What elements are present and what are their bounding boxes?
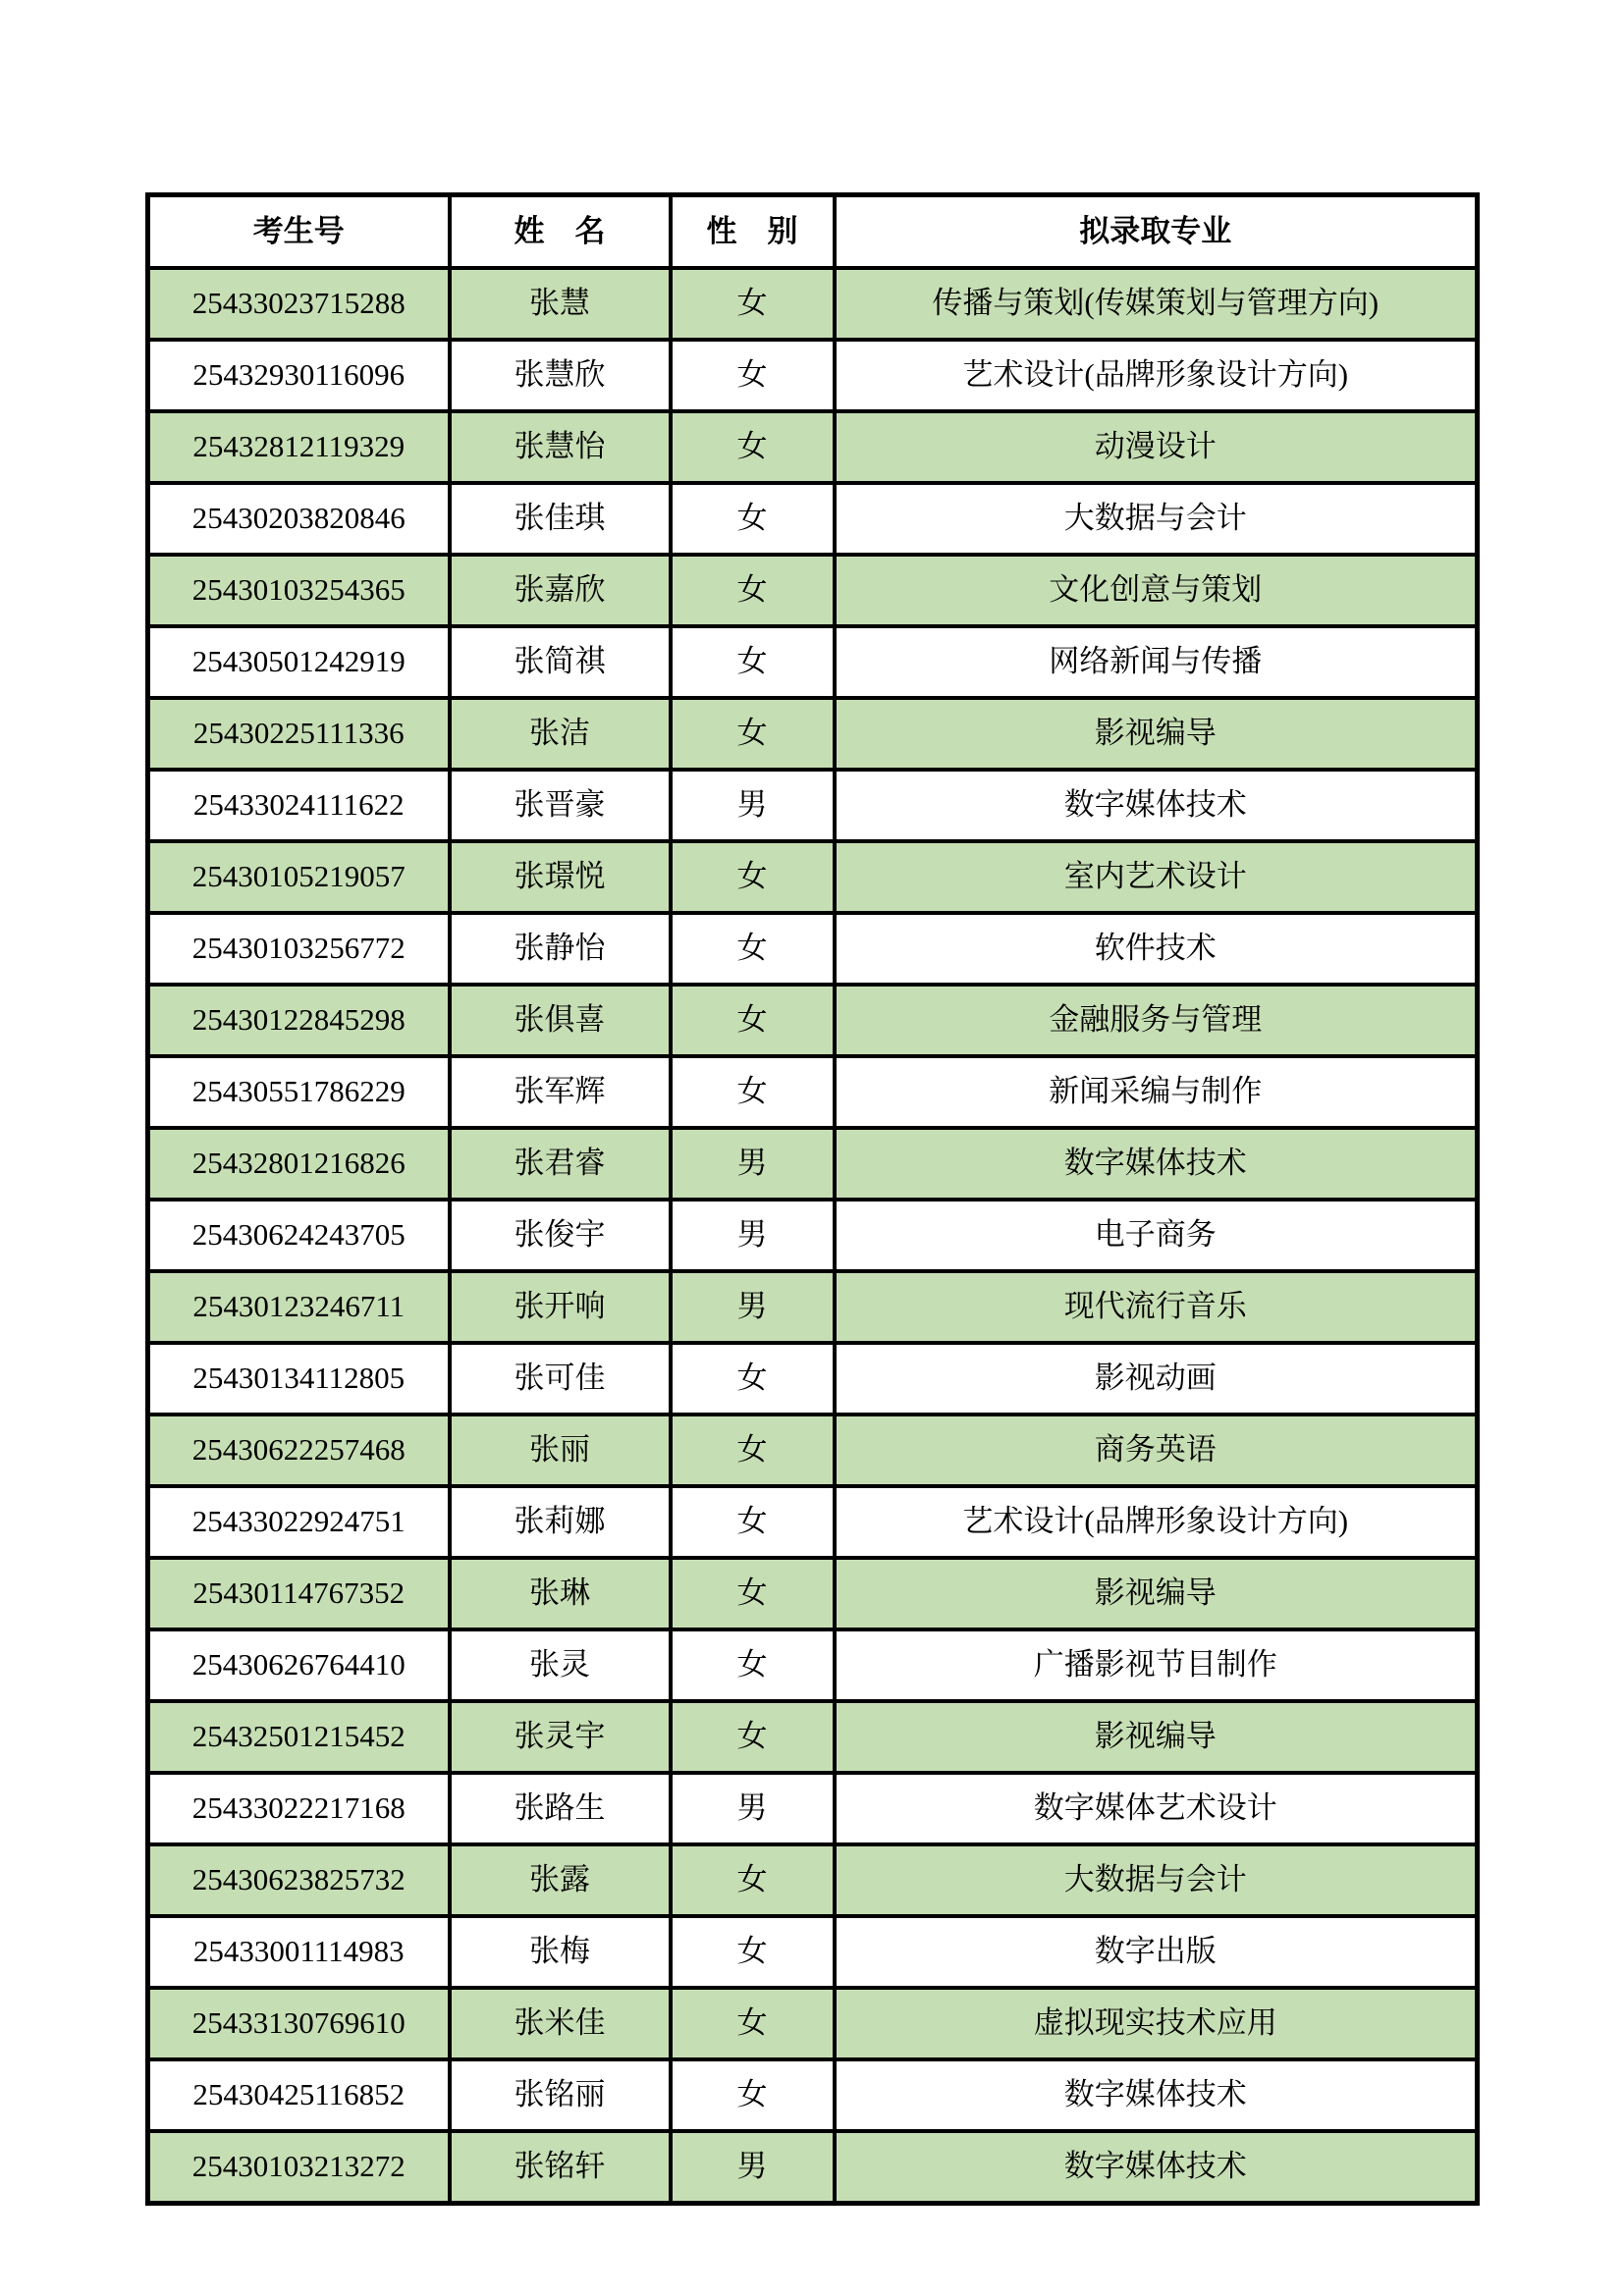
cell-exam-id: 25430624243705	[148, 1200, 450, 1271]
table-row	[148, 1343, 1478, 1415]
cell-exam-id: 25430123246711	[148, 1271, 450, 1343]
table-row	[148, 1128, 1478, 1200]
table-row	[148, 1773, 1478, 1844]
cell-name: 张璟悦	[450, 841, 671, 913]
cell-gender: 男	[671, 1128, 835, 1200]
cell-name: 张慧欣	[450, 340, 671, 411]
cell-major: 影视编导	[835, 1701, 1478, 1773]
cell-exam-id: 25430103256772	[148, 913, 450, 985]
table-row	[148, 698, 1478, 770]
cell-major: 艺术设计(品牌形象设计方向)	[835, 340, 1478, 411]
cell-major: 数字媒体技术	[835, 2059, 1478, 2131]
cell-name: 张静怡	[450, 913, 671, 985]
cell-major: 数字媒体技术	[835, 1128, 1478, 1200]
cell-exam-id: 25433023715288	[148, 268, 450, 340]
table-row	[148, 1701, 1478, 1773]
cell-exam-id: 25432801216826	[148, 1128, 450, 1200]
cell-exam-id: 25433024111622	[148, 770, 450, 841]
cell-gender: 女	[671, 555, 835, 626]
cell-exam-id: 25433130769610	[148, 1988, 450, 2059]
cell-major: 影视编导	[835, 1558, 1478, 1629]
cell-name: 张晋豪	[450, 770, 671, 841]
cell-name: 张丽	[450, 1415, 671, 1486]
cell-name: 张琳	[450, 1558, 671, 1629]
header-row	[148, 195, 1478, 269]
cell-name: 张军辉	[450, 1056, 671, 1128]
table-row	[148, 1486, 1478, 1558]
cell-major: 室内艺术设计	[835, 841, 1478, 913]
cell-gender: 女	[671, 1486, 835, 1558]
cell-name: 张俱喜	[450, 985, 671, 1056]
cell-name: 张洁	[450, 698, 671, 770]
table-row	[148, 1844, 1478, 1916]
cell-exam-id: 25430203820846	[148, 483, 450, 555]
cell-exam-id: 25430626764410	[148, 1629, 450, 1701]
cell-name: 张铭丽	[450, 2059, 671, 2131]
cell-name: 张俊宇	[450, 1200, 671, 1271]
cell-name: 张慧怡	[450, 411, 671, 483]
cell-exam-id: 25430122845298	[148, 985, 450, 1056]
cell-gender: 女	[671, 411, 835, 483]
cell-exam-id: 25433022217168	[148, 1773, 450, 1844]
cell-gender: 女	[671, 1844, 835, 1916]
cell-major: 数字媒体艺术设计	[835, 1773, 1478, 1844]
admission-table-body	[148, 268, 1478, 2204]
table-row	[148, 555, 1478, 626]
cell-name: 张灵	[450, 1629, 671, 1701]
cell-major: 广播影视节目制作	[835, 1629, 1478, 1701]
cell-exam-id: 25430103213272	[148, 2131, 450, 2204]
cell-exam-id: 25430103254365	[148, 555, 450, 626]
table-row	[148, 268, 1478, 340]
cell-name: 张铭轩	[450, 2131, 671, 2204]
cell-gender: 女	[671, 985, 835, 1056]
cell-gender: 女	[671, 2059, 835, 2131]
cell-exam-id: 25430425116852	[148, 2059, 450, 2131]
column-header-gender: 性 别	[671, 195, 835, 269]
table-row	[148, 913, 1478, 985]
table-row	[148, 340, 1478, 411]
cell-major: 大数据与会计	[835, 1844, 1478, 1916]
cell-major: 现代流行音乐	[835, 1271, 1478, 1343]
cell-exam-id: 25432501215452	[148, 1701, 450, 1773]
cell-major: 文化创意与策划	[835, 555, 1478, 626]
cell-exam-id: 25432930116096	[148, 340, 450, 411]
cell-exam-id: 25430622257468	[148, 1415, 450, 1486]
table-row	[148, 483, 1478, 555]
cell-exam-id: 25430623825732	[148, 1844, 450, 1916]
cell-gender: 女	[671, 626, 835, 698]
cell-exam-id: 25430105219057	[148, 841, 450, 913]
cell-name: 张佳琪	[450, 483, 671, 555]
cell-major: 金融服务与管理	[835, 985, 1478, 1056]
cell-gender: 女	[671, 340, 835, 411]
cell-gender: 男	[671, 1271, 835, 1343]
cell-name: 张嘉欣	[450, 555, 671, 626]
table-row	[148, 770, 1478, 841]
cell-major: 艺术设计(品牌形象设计方向)	[835, 1486, 1478, 1558]
column-header-major: 拟录取专业	[835, 195, 1478, 269]
cell-gender: 女	[671, 1415, 835, 1486]
cell-name: 张可佳	[450, 1343, 671, 1415]
cell-major: 影视编导	[835, 698, 1478, 770]
column-header-exam-id: 考生号	[148, 195, 450, 269]
cell-exam-id: 25433001114983	[148, 1916, 450, 1988]
cell-exam-id: 25430225111336	[148, 698, 450, 770]
cell-major: 网络新闻与传播	[835, 626, 1478, 698]
cell-name: 张梅	[450, 1916, 671, 1988]
cell-name: 张露	[450, 1844, 671, 1916]
cell-exam-id: 25430551786229	[148, 1056, 450, 1128]
cell-gender: 男	[671, 1773, 835, 1844]
cell-gender: 女	[671, 913, 835, 985]
cell-major: 数字出版	[835, 1916, 1478, 1988]
cell-exam-id: 25430134112805	[148, 1343, 450, 1415]
cell-exam-id: 25430114767352	[148, 1558, 450, 1629]
cell-major: 数字媒体技术	[835, 770, 1478, 841]
cell-gender: 女	[671, 1916, 835, 1988]
cell-gender: 男	[671, 1200, 835, 1271]
cell-exam-id: 25430501242919	[148, 626, 450, 698]
cell-gender: 女	[671, 1558, 835, 1629]
table-row	[148, 2059, 1478, 2131]
table-row	[148, 1988, 1478, 2059]
cell-gender: 女	[671, 483, 835, 555]
cell-major: 动漫设计	[835, 411, 1478, 483]
table-row	[148, 985, 1478, 1056]
cell-major: 新闻采编与制作	[835, 1056, 1478, 1128]
table-row	[148, 2131, 1478, 2204]
table-row	[148, 1200, 1478, 1271]
table-row	[148, 411, 1478, 483]
table-row	[148, 1558, 1478, 1629]
cell-name: 张简祺	[450, 626, 671, 698]
cell-name: 张米佳	[450, 1988, 671, 2059]
cell-exam-id: 25433022924751	[148, 1486, 450, 1558]
cell-name: 张慧	[450, 268, 671, 340]
cell-major: 电子商务	[835, 1200, 1478, 1271]
cell-gender: 女	[671, 268, 835, 340]
cell-gender: 女	[671, 1988, 835, 2059]
cell-gender: 女	[671, 698, 835, 770]
admission-table	[145, 192, 1480, 2206]
table-row	[148, 1056, 1478, 1128]
cell-gender: 女	[671, 1629, 835, 1701]
table-row	[148, 1415, 1478, 1486]
cell-major: 传播与策划(传媒策划与管理方向)	[835, 268, 1478, 340]
admission-table-head	[148, 195, 1478, 269]
table-row	[148, 1271, 1478, 1343]
cell-major: 影视动画	[835, 1343, 1478, 1415]
table-row	[148, 1916, 1478, 1988]
cell-name: 张灵宇	[450, 1701, 671, 1773]
cell-major: 商务英语	[835, 1415, 1478, 1486]
cell-major: 虚拟现实技术应用	[835, 1988, 1478, 2059]
table-row	[148, 841, 1478, 913]
cell-gender: 女	[671, 841, 835, 913]
cell-gender: 女	[671, 1056, 835, 1128]
cell-major: 数字媒体技术	[835, 2131, 1478, 2204]
cell-name: 张君睿	[450, 1128, 671, 1200]
cell-exam-id: 25432812119329	[148, 411, 450, 483]
cell-gender: 女	[671, 1701, 835, 1773]
table-row	[148, 1629, 1478, 1701]
cell-gender: 男	[671, 2131, 835, 2204]
cell-gender: 男	[671, 770, 835, 841]
column-header-name: 姓 名	[450, 195, 671, 269]
cell-major: 大数据与会计	[835, 483, 1478, 555]
cell-gender: 女	[671, 1343, 835, 1415]
cell-name: 张莉娜	[450, 1486, 671, 1558]
cell-name: 张路生	[450, 1773, 671, 1844]
cell-major: 软件技术	[835, 913, 1478, 985]
cell-name: 张开响	[450, 1271, 671, 1343]
table-row	[148, 626, 1478, 698]
